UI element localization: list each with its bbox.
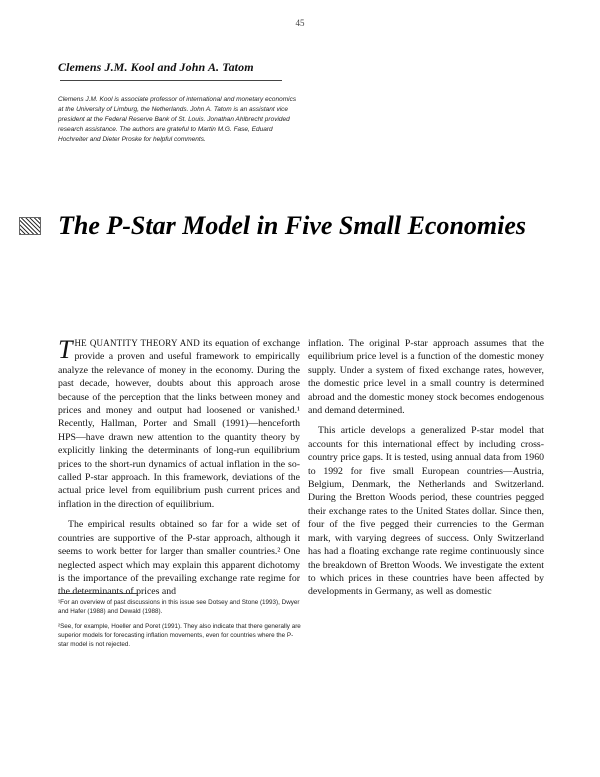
drop-cap: T [58,335,73,364]
paragraph-text: its equation of exchange provide a proven and useful framework to empirically analyze the relevance of money in the economy. During the past decade, however, doubts about this approach arose because of the perception that the links between money and prices and money and output had loosened or vanished.¹ Recently, Hallman, Porter and Small (1991)—henceforth HPS—have drawn new attention to the quantity theory by explicitly linking the determinants of long-run equilibrium prices to the short-run dynamics of actual inflation in the so-called P-star approach. In this framework, deviations of the actual price level from equilibrium push current prices and inflation in the direction of equilibrium. [58,338,301,510]
article-title: The P-Star Model in Five Small Economies [58,211,527,240]
body-column-left [58,337,300,606]
author-byline: Clemens J.M. Kool and John A. Tatom [58,60,254,74]
body-column-right [308,337,544,606]
body-paragraph: inflation. The original P-star approach assumes that the equilibrium price level is a function of the domestic money supply. Under a system of fixed exchange rates, however, the domestic price level in a small country is determined abroad and the domestic money stock becomes endogenous and demand determined. [308,338,544,417]
body-paragraph [58,337,300,511]
footnote: ²See, for example, Hoeller and Poret (1991). They also indicate that there generally are superior models for forecasting inflation movements, even for countries where the P-star model is not rejected. [58,623,301,648]
footnotes [58,598,302,655]
author-note: Clemens J.M. Kool is associate professor of international and monetary economics at the University of Limburg, the Netherlands. John A. Tatom is an assistant vice president at the Federal Reserve Bank of St. Louis. Jonathan Ahlbrecht provided research assistance. The authors are grateful to Martin M.G. Fase, Eduard Hochreiter and Dieter Proske for helpful comments. [58,96,297,143]
page-number: 45 [295,18,305,28]
body-paragraph: The empirical results obtained so far for a wide set of countries are supportive of the P-star approach, although it seems to work better for larger than smaller countries.² One neglected aspect which may explain this apparent dichotomy is the importance of the prevailing exchange rate regime for the determinants of prices and [58,519,300,598]
footnote: ¹For an overview of past discussions in this issue see Dotsey and Stone (1993), Dwyer and Hafer (1988) and Dewald (1988). [58,599,300,615]
footnote-divider [58,593,138,594]
lead-in-text: HE QUANTITY THEORY AND [74,338,200,348]
body-paragraph: This article develops a generalized P-star model that accounts for this international effect by including cross-country price gaps. It is tested, using annual data from 1960 to 1992 for five small European countries—Austria, Belgium, Denmark, the Netherlands and Switzerland. During the Bretton Woods period, these countries pegged their exchange rates to the United States dollar. Since then, four of the five pegged their currencies to the German mark, with varying degrees of success. Only Switzerland has had a floating exchange rate regime continuously since the breakdown of Bretton Woods. We investigate the extent to which prices in these countries have been affected by developments in Germany, as well as domestic [308,425,544,598]
author-divider [60,80,282,81]
title-marker-icon [19,217,41,235]
